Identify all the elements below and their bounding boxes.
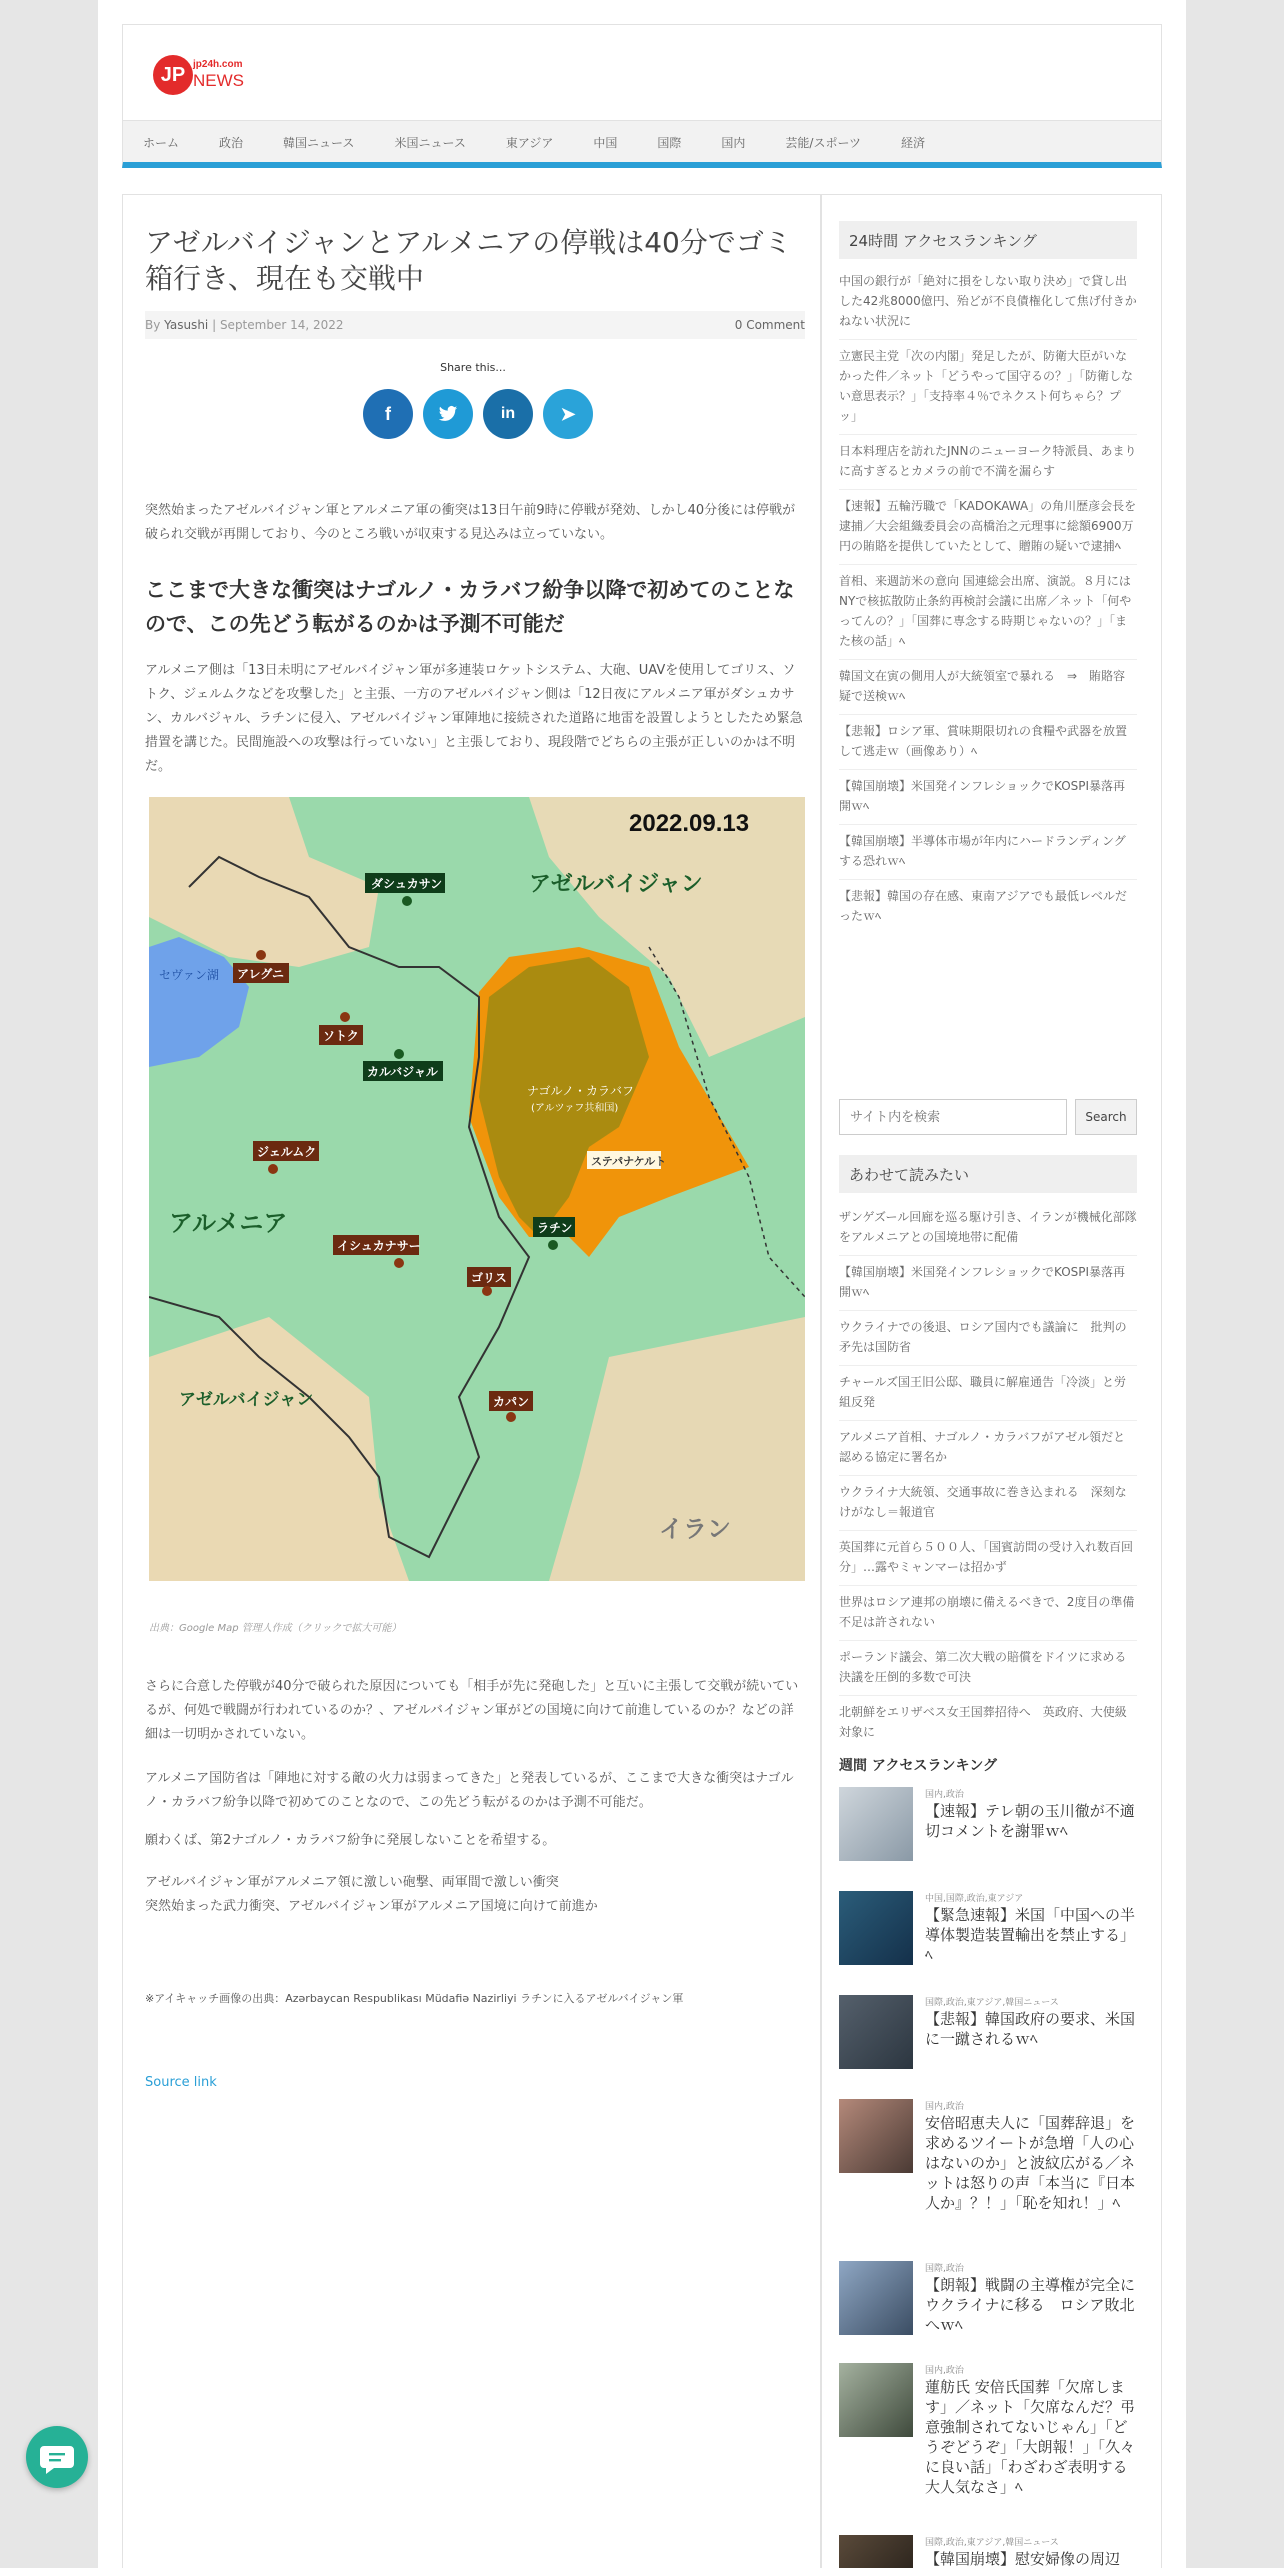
site-header (122, 24, 1162, 120)
label-azerbaijan-top: アゼルバイジャン (529, 872, 703, 897)
label-iran: イラン (659, 1515, 731, 1543)
weekly-thumbnail (839, 1891, 913, 1965)
article-subheading: ここまで大きな衝突はナゴルノ・カラバフ紛争以降で初めてのことなので、この先どう転がるのかは予測不可能だ (145, 578, 795, 636)
ranking-item[interactable]: 【韓国崩壊】米国発インフレショックでKOSPI暴落再開ｗﾍ (839, 770, 1137, 825)
weekly-ranking-title: 週間 アクセスランキング (839, 1758, 998, 1774)
related-item[interactable]: ウクライナ大統領、交通事故に巻き込まれる 深刻なけがなし＝報道官 (839, 1476, 1137, 1531)
weekly-title-link[interactable]: 【速報】テレ朝の玉川徹が不適切コメントを謝罪ｗﾍ (925, 1802, 1135, 1840)
label-lake-sevan: セヴァン湖 (159, 968, 219, 982)
nav-item-east-asia[interactable]: 東アジア (505, 135, 554, 150)
weekly-category: 中国,国際,政治,東アジア (925, 1894, 1024, 1904)
related-item[interactable]: ウクライナでの後退、ロシア国内でも議論に 批判の矛先は国防省 (839, 1311, 1137, 1366)
logo-mark: JP (153, 55, 193, 95)
article-paragraph-2: アルメニア側は「13日未明にアゼルバイジャン軍が多連装ロケットシステム、大砲、UAVを使用してゴリス、ソトク、ジェルムクなどを攻撃した」と主張、一方のアゼルバイジャン側は「12日夜にアルメニア軍がダシュカサン、カルバジャル、ラチンに侵入、アゼルバイジャン軍陣地に接続された道路に地雷を設置しようとしたため緊急措置を講じた。民間施設への攻撃は行っていない」と主張しており、現段階でどちらの主張が正しいのかは不明だ。 (145, 663, 803, 774)
weekly-item[interactable] (839, 2261, 1137, 2345)
map-svg (149, 797, 805, 1581)
weekly-thumbnail (839, 2363, 913, 2437)
search-button[interactable]: Search (1075, 1099, 1137, 1135)
map-caption: 出典：Google Map 管理人作成（クリックで拡大可能） (149, 1623, 402, 1634)
weekly-category: 国際,政治,東アジア,韓国ニュース (925, 2538, 1059, 2548)
nav-item-home[interactable]: ホーム (143, 135, 180, 150)
weekly-item[interactable] (839, 1891, 1137, 1975)
nav-item-us[interactable]: 米国ニュース (394, 135, 466, 150)
post-byline: By Yasushi | September 14, 2022 (145, 318, 344, 332)
share-buttons (363, 389, 603, 441)
ranking-item[interactable]: 首相、来週訪米の意向 国連総会出席、演説。８月にはNYで核拡散防止条約再検討会議に出席／ネット「何やってんの？」「国葬に専念する時期じゃないの？」「また核の話」ﾍ (839, 565, 1137, 660)
svg-text:ジェルムク: ジェルムク (257, 1145, 317, 1159)
svg-text:ラチン: ラチン (537, 1221, 573, 1235)
related-item[interactable]: ザンゲズール回廊を巡る駆け引き、イランが機械化部隊をアルメニアとの国境地帯に配備 (839, 1201, 1137, 1256)
label-artsakh: (アルツァフ共和国) (531, 1103, 619, 1114)
nav-item-entertainment[interactable]: 芸能/スポーツ (785, 135, 861, 150)
related-item[interactable]: 北朝鮮をエリザベス女王国葬招待へ 英政府、大使級対象に (839, 1705, 1127, 1739)
nav-item-china[interactable]: 中国 (593, 135, 618, 150)
svg-text:ステパナケルト: ステパナケルト (591, 1155, 667, 1168)
weekly-item[interactable] (839, 2099, 1137, 2239)
post-date: September 14, 2022 (219, 318, 344, 332)
twitter-share-button[interactable] (423, 389, 473, 439)
related-item[interactable]: ポーランド議会、第二次大戦の賠償をドイツに求める決議を圧倒的多数で可決 (839, 1641, 1137, 1696)
logo-domain: jp24h.com (193, 59, 243, 70)
weekly-thumbnail (839, 1995, 913, 2069)
article-main (122, 194, 822, 2568)
svg-text:カルバジャル: カルバジャル (367, 1065, 438, 1079)
post-meta (145, 311, 805, 339)
related-item[interactable]: 世界はロシア連邦の崩壊に備えるべきで、2度目の準備不足は許されない (839, 1586, 1137, 1641)
related-link-1[interactable]: アゼルバイジャン軍がアルメニア領に激しい砲撃、両軍間で激しい衝突 (145, 1875, 559, 1890)
svg-text:ゴリス: ゴリス (471, 1271, 507, 1285)
nav-item-politics[interactable]: 政治 (219, 135, 244, 150)
related-item[interactable]: 【韓国崩壊】米国発インフレショックでKOSPI暴落再開ｗﾍ (839, 1256, 1137, 1311)
related-item[interactable]: チャールズ国王旧公邸、職員に解雇通告「冷淡」と労組反発 (839, 1366, 1137, 1421)
twitter-icon (438, 404, 458, 424)
ranking-item[interactable]: 【悲報】ロシア軍、賞味期限切れの食糧や武器を放置して逃走ｗ（画像あり）ﾍ (839, 715, 1137, 770)
author-link[interactable]: Yasushi (164, 318, 209, 332)
ranking-item[interactable]: 日本料理店を訪れたJNNのニューヨーク特派員、あまりに高すぎるとカメラの前で不満を漏らす (839, 435, 1137, 490)
svg-text:ソトク: ソトク (323, 1029, 359, 1043)
weekly-item[interactable] (839, 1995, 1137, 2079)
svg-text:ダシュカサン: ダシュカサン (371, 877, 443, 891)
related-item[interactable]: 英国葬に元首ら５００人、「国賓訪問の受け入れ数百回分」…露やミャンマーは招かず (839, 1531, 1137, 1586)
nav-item-international[interactable]: 国際 (657, 135, 682, 150)
page-title: アゼルバイジャンとアルメニアの停戦は40分でゴミ箱行き、現在も交戦中 (145, 226, 792, 295)
weekly-category: 国際,政治,東アジア,韓国ニュース (925, 1998, 1059, 2008)
city-stepanakert (587, 1151, 666, 1169)
source-link[interactable]: Source link (145, 2075, 217, 2090)
weekly-title-link[interactable]: 【悲報】韓国政府の要求、米国に一蹴されるｗﾍ (925, 2010, 1136, 2048)
svg-text:イシュカナサー: イシュカナサー (337, 1239, 421, 1253)
weekly-thumbnail (839, 1787, 913, 1861)
weekly-thumbnail (839, 2099, 913, 2173)
weekly-title-link[interactable]: 【朗報】戦闘の主導権が完全にウクライナに移る ロシア敗北へｗﾍ (925, 2276, 1136, 2334)
ranking-item[interactable]: 中国の銀行が「絶対に損をしない取り決め」で貸し出した42兆8000億円、殆どが不良債権化して焦げ付きかねない状況に (839, 265, 1137, 340)
weekly-category: 国内,政治 (925, 2366, 964, 2376)
related-link-2[interactable]: 突然始まった武力衝突、アゼルバイジャン軍がアルメニア国境に向けて前進か (145, 1899, 598, 1914)
article-paragraph-4: アルメニア国防省は「陣地に対する敵の火力は弱まってきた」と発表しているが、ここまで大きな衝突はナゴルノ・カラバフ紛争以降で初めてのことなので、この先どう転がるのかは予測不可能だ。 (145, 1771, 794, 1810)
weekly-category: 国内,政治 (925, 2102, 964, 2112)
telegram-share-button[interactable]: ➤ (543, 389, 593, 439)
weekly-thumbnail (839, 2261, 913, 2335)
linkedin-share-button[interactable]: in (483, 389, 533, 439)
ranking-title: 24時間 アクセスランキング (839, 221, 1137, 259)
label-armenia: アルメニア (169, 1209, 288, 1237)
weekly-item[interactable] (839, 2363, 1137, 2523)
label-karabakh: ナゴルノ・カラバフ (527, 1084, 635, 1098)
ranking-item[interactable]: 韓国文在寅の側用人が大統領室で暴れる ⇒ 賄賂容疑で送検ｗﾍ (839, 660, 1137, 715)
nav-item-korea[interactable]: 韓国ニュース (283, 135, 355, 150)
map-date: 2022.09.13 (629, 810, 750, 837)
eyecatch-credit: ※アイキャッチ画像の出典：Azərbaycan Respublikası Müdafiə Nazirliyi ラチンに入るアゼルバイジャン軍 (145, 1992, 684, 2005)
label-azerbaijan-bottom: アゼルバイジャン (179, 1390, 314, 1410)
weekly-item[interactable] (839, 2535, 1137, 2568)
ranking-item[interactable]: 【韓国崩壊】半導体市場が年内にハードランディングする恐れｗﾍ (839, 825, 1137, 880)
related-title: あわせて読みたい (839, 1155, 1137, 1193)
weekly-title-link[interactable]: 【緊急速報】米国「中国への半導体製造装置輸出を禁止する」ﾍ (925, 1906, 1136, 1964)
related-item[interactable]: アルメニア首相、ナゴルノ・カラバフがアゼル領だと認める協定に署名か (839, 1421, 1137, 1476)
by-label: By (145, 318, 161, 332)
sidebar (820, 194, 1162, 2568)
ranking-item[interactable]: 【悲報】韓国の存在感、東南アジアでも最低レベルだったｗﾍ (839, 889, 1127, 923)
nav-item-domestic[interactable]: 国内 (721, 135, 746, 150)
ranking-item[interactable]: 【速報】五輪汚職で「KADOKAWA」の角川歴彦会長を逮捕／大会組織委員会の高橋治之元理事に総額6900万円の賄賂を提供していたとして、贈賄の疑いで逮捕ﾍ (839, 490, 1137, 565)
related-list (839, 1201, 1137, 1750)
comment-count-link[interactable]: 0 Comment (734, 318, 805, 332)
nav-item-economy[interactable]: 経済 (901, 135, 926, 150)
site-logo[interactable] (153, 55, 253, 95)
article-paragraph-1: 突然始まったアゼルバイジャン軍とアルメニア軍の衝突は13日午前9時に停戦が発効、しかし40分後には停戦が破られ交戦が再開しており、今のところ戦いが収束する見込みは立っていない。 (145, 503, 796, 542)
facebook-share-button[interactable]: f (363, 389, 413, 439)
chat-bubble-icon (26, 2426, 88, 2488)
weekly-title-link[interactable]: 蓮舫氏 安倍氏国葬「欠席します」／ネット「欠席なんだ？弔意強制されてないじゃん」「どうぞどうぞ」「大朗報！」「久々に良い話」「わざわざ表明する大人気なさ」ﾍ (925, 2378, 1136, 2496)
weekly-category: 国際,政治 (925, 2264, 964, 2274)
article-paragraph-3: さらに合意した停戦が40分で破られた原因についても「相手が先に発砲した」と互いに主張して交戦が続いているが、何処で戦闘が行われているのか？、アゼルバイジャン軍がどの国境に向けて前進しているのか？などの詳細は一切明かされていない。 (145, 1679, 799, 1742)
weekly-category: 国内,政治 (925, 1790, 964, 1800)
ranking-item[interactable]: 立憲民主党「次の内閣」発足したが、防衛大臣がいなかった件／ネット「どうやって国守るの？」「防衛しない意思表示？」「支持率４％でネクスト何ちゃら？プッ」 (839, 340, 1137, 435)
svg-text:アレグニ: アレグニ (237, 967, 285, 981)
conflict-map-image[interactable] (149, 797, 805, 1581)
ranking-list (839, 265, 1137, 934)
logo-news: NEWS (193, 71, 244, 90)
share-label: Share this... (440, 361, 506, 374)
article-paragraph-5: 願わくば、第2ナゴルノ・カラバフ紛争に発展しないことを希望する。 (145, 1833, 556, 1848)
svg-text:カパン: カパン (493, 1395, 530, 1409)
chat-widget-button[interactable] (26, 2426, 88, 2488)
main-nav (122, 120, 1162, 168)
page-wrapper (98, 0, 1186, 2568)
search-input[interactable] (839, 1099, 1067, 1135)
weekly-thumbnail (839, 2535, 913, 2568)
weekly-title-link[interactable]: 安倍昭恵夫人に「国葬辞退」を求めるツイートが急増「人の心はないのか」と波紋広がる／ネットは怒りの声「本当に『日本人か』？！」「恥を知れ！」ﾍ (925, 2114, 1136, 2212)
weekly-title-link[interactable]: 【韓国崩壊】慰安婦像の周辺 (925, 2550, 1121, 2568)
weekly-item[interactable] (839, 1787, 1137, 1871)
site-search (839, 1099, 1137, 1137)
